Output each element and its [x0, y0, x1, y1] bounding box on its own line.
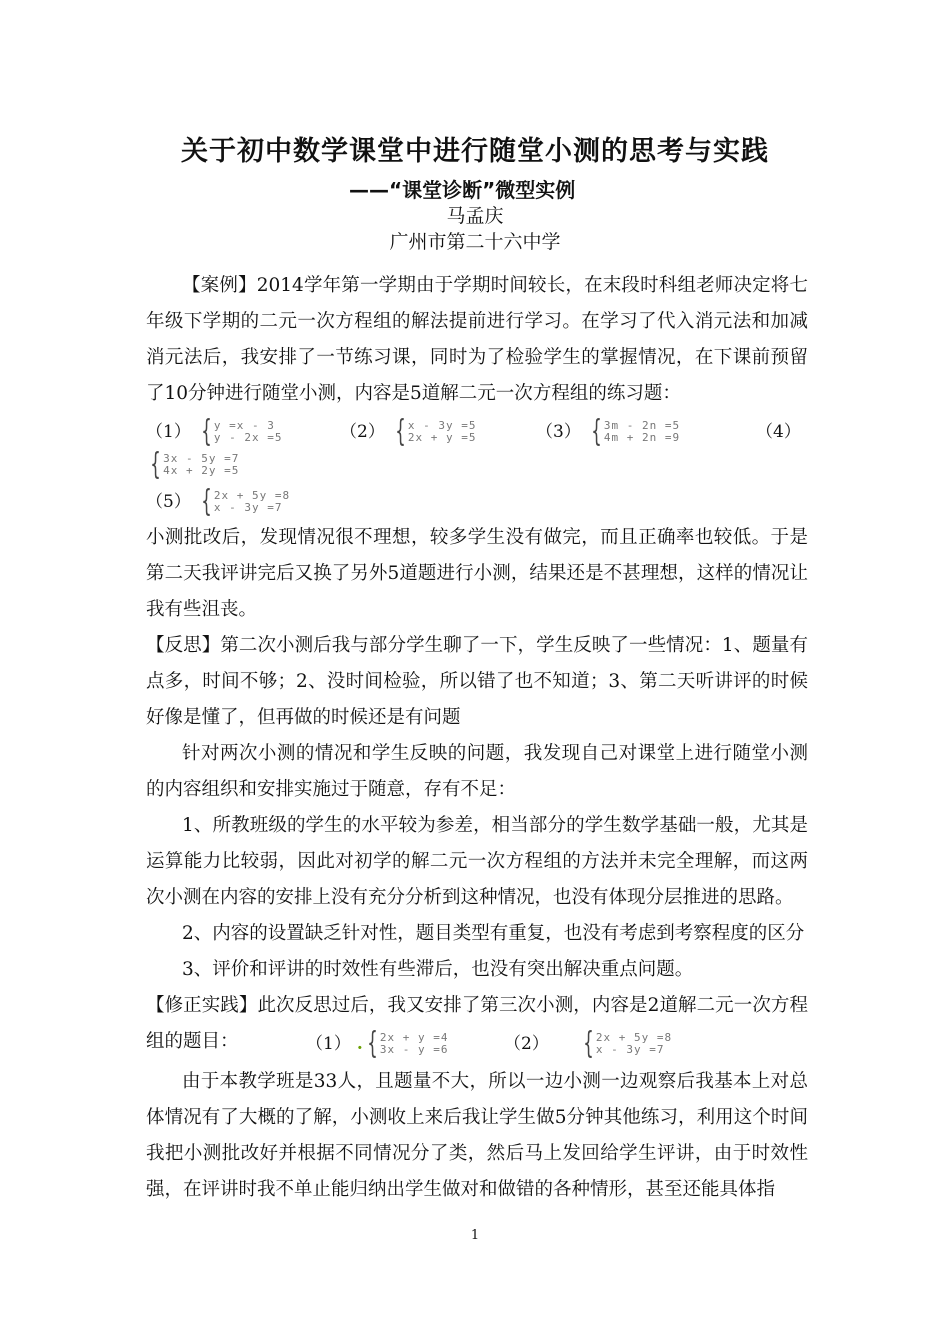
document-body	[146, 268, 808, 1208]
equation-line: 2x + 5y =8	[213, 489, 291, 502]
equation-row-3	[146, 484, 808, 520]
equation-label: （3）	[536, 422, 581, 442]
marker-dot: .	[356, 1034, 363, 1054]
equation-line: 2x + y =5	[407, 431, 477, 444]
equation-item-1	[146, 414, 283, 450]
equation-line: x - 3y =5	[407, 419, 477, 432]
brace-icon: {	[201, 414, 212, 449]
brace-icon: {	[201, 484, 212, 519]
final-paragraph: 由于本教学班是33人，且题量不大，所以一边小测一边观察后我基本上对总体情况有了大概的了解，小测收上来后我让学生做5分钟其他练习，利用这个时间我把小测批改好并根据不同情况分了类，然后马上发回给学生评讲，由于时效性强，在评讲时我不单止能归纳出学生做对和做错的各种情形，甚至还能具体指	[146, 1071, 808, 1200]
equation-system	[197, 414, 283, 449]
equation-line: 2x + y =4	[379, 1031, 449, 1044]
equation-row-1	[146, 412, 808, 450]
analysis-paragraph: 针对两次小测的情况和学生反映的问题，我发现自己对课堂上进行随堂小测的内容组织和安排实施过于随意，存有不足：	[146, 743, 808, 800]
equation-line: x - 3y =7	[213, 501, 283, 514]
case-tag: 【案例】	[182, 275, 257, 296]
equation-system	[197, 484, 291, 519]
brace-icon: {	[367, 1026, 378, 1061]
equation-line: x - 3y =7	[595, 1043, 665, 1056]
equation-line: y - 2x =5	[213, 431, 283, 444]
equation-system	[363, 1026, 449, 1061]
equation-line: y =x - 3	[213, 419, 275, 432]
equation-item-3	[536, 414, 680, 450]
correction-equations	[306, 1024, 808, 1064]
correction-item-2	[504, 1026, 672, 1062]
equation-label: （5）	[146, 492, 191, 512]
brace-icon: {	[395, 414, 406, 449]
equation-line: 3x - 5y =7	[163, 452, 240, 465]
point-3: 3、评价和评讲的时效性有些滞后，也没有突出解决重点问题。	[182, 959, 694, 980]
reflection-tag: 【反思】	[146, 635, 221, 656]
correction-tag: 【修正实践】	[146, 995, 258, 1016]
equation-line: 4m + 2n =9	[603, 431, 681, 444]
equation-system	[391, 414, 477, 449]
equation-label: （4）	[756, 422, 801, 442]
equation-line: 4x + 2y =5	[163, 464, 240, 477]
equation-item-4-label	[756, 414, 807, 450]
point-1: 1、所教班级的学生的水平较为参差，相当部分的学生数学基础一般，尤其是运算能力比较弱，因此对初学的解二元一次方程组的方法并未完全理解，而这两次小测在内容的安排上没有充分分析到这种情况，也没有体现分层推进的思路。	[146, 815, 808, 908]
equation-label: （1）	[306, 1034, 351, 1054]
reflection-paragraph	[146, 628, 808, 736]
page-number: 1	[470, 1228, 480, 1243]
brace-icon: {	[150, 447, 161, 482]
case-text: 2014学年第一学期由于学期时间较长，在末段时科组老师决定将七年级下学期的二元一次方程组的解法提前进行学习。在学习了代入消元法和加减消元法后，我安排了一节练习课，同时为了检验学生的掌握情况，在下课前预留了10分钟进行随堂小测，内容是5道解二元一次方程组的练习题：	[146, 275, 808, 404]
equation-system	[146, 447, 240, 482]
point-2: 2、内容的设置缺乏针对性，题目类型有重复，也没有考虑到考察程度的区分	[182, 923, 805, 944]
equation-label: （2）	[504, 1034, 549, 1054]
case-paragraph	[146, 268, 808, 412]
after-test-paragraph: 小测批改后，发现情况很不理想，较多学生没有做完，而且正确率也较低。于是第二天我评讲完后又换了另外5道题进行小测，结果还是不甚理想，这样的情况让我有些沮丧。	[146, 527, 808, 620]
correction-item-1	[306, 1026, 448, 1062]
document-subtitle: ——“课堂诊断”微型实例	[349, 178, 576, 202]
document-title: 关于初中数学课堂中进行随堂小测的思考与实践	[181, 136, 769, 167]
author-name: 马孟庆	[446, 205, 504, 227]
equation-label: （2）	[340, 422, 385, 442]
correction-text: 此次反思过后，我又安排了第三次小测，内容是2道解二元一次方程组的题目：	[146, 995, 808, 1052]
equation-system	[587, 414, 681, 449]
equation-item-4	[146, 447, 240, 482]
brace-icon: {	[583, 1026, 594, 1061]
equation-item-2	[340, 414, 477, 450]
author-school: 广州市第二十六中学	[389, 231, 561, 253]
equation-line: 2x + 5y =8	[595, 1031, 673, 1044]
reflection-text: 第二次小测后我与部分学生聊了一下，学生反映了一些情况：1、题量有点多，时间不够；2、没时间检验，所以错了也不知道；3、第二天听讲评的时候好像是懂了，但再做的时候还是有问题	[146, 635, 808, 728]
equation-label: （1）	[146, 422, 191, 442]
equation-line: 3x - y =6	[379, 1043, 449, 1056]
brace-icon: {	[591, 414, 602, 449]
equation-row-2	[146, 447, 808, 484]
equation-system	[579, 1026, 673, 1061]
equation-line: 3m - 2n =5	[603, 419, 681, 432]
equation-item-5	[146, 484, 290, 520]
